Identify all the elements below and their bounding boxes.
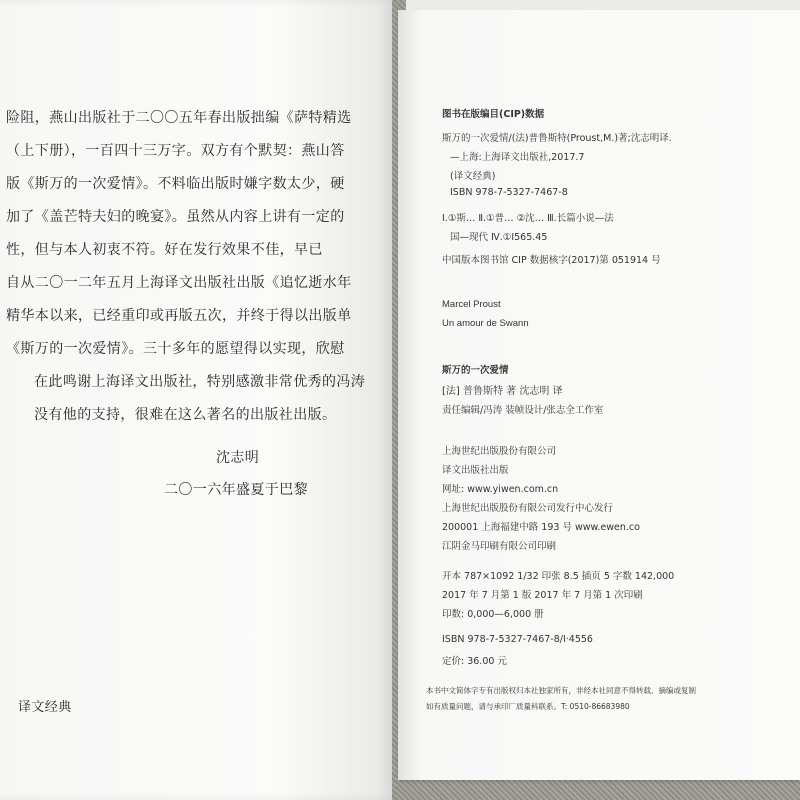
editors-line: 责任编辑/冯涛 装帧设计/张志全工作室 [442, 405, 604, 416]
date-line: 二〇一六年盛夏于巴黎 [164, 482, 308, 498]
left-page-line: 没有他的支持，很难在这么著名的出版社出版。 [34, 407, 337, 423]
cip-line: 斯万的一次爱情/(法)普鲁斯特(Proust,M.)著;沈志明译. [442, 133, 672, 144]
left-page-line: 险阻，燕山出版社于二〇〇五年春出版拙编《萨特精选 [6, 110, 352, 126]
printer-line: 江阴金马印刷有限公司印刷 [442, 541, 557, 552]
edition-line: 2017 年 7 月第 1 版 2017 年 7 月第 1 次印刷 [442, 590, 643, 601]
cip-line: (译文经典) [450, 171, 496, 182]
cip-isbn: ISBN 978-7-5327-7467-8 [450, 187, 568, 198]
left-page-line: 《斯万的一次爱情》。三十多年的愿望得以实现，欣慰 [6, 341, 345, 357]
price-line: 定价: 36.00 元 [442, 656, 507, 667]
quality-notice: 如有质量问题，请与承印厂质量科联系。T: 0510-86683980 [426, 702, 630, 711]
publisher-website: 网址: www.yiwen.com.cn [442, 484, 559, 495]
left-page-line: （上下册），一百四十三万字。双方有个默契：燕山答 [6, 143, 345, 159]
classification-line: 国—现代 Ⅳ.①I565.45 [450, 232, 548, 243]
cip-line: —上海:上海译文出版社,2017.7 [450, 152, 585, 163]
left-page-line: 自从二〇一二年五月上海译文出版社出版《追忆逝水年 [6, 275, 352, 291]
isbn-line: ISBN 978-7-5327-7467-8/I·4556 [442, 634, 593, 645]
left-page-line: 精华本以来，已经重印或再版五次，并终于得以出版单 [6, 308, 352, 324]
original-title: Un amour de Swann [442, 318, 529, 329]
right-page [398, 10, 800, 780]
original-author: Marcel Proust [442, 299, 501, 310]
left-page-line: 版《斯万的一次爱情》。不料临出版时嫌字数太少，硬 [6, 176, 345, 192]
copyright-notice: 本书中文简体字专有出版权归本社独家所有，非经本社同意不得转载、摘编或复制 [426, 686, 696, 695]
left-page [0, 0, 392, 800]
spec-line: 开本 787×1092 1/32 印张 8.5 插页 5 字数 142,000 [442, 571, 675, 582]
left-page-line: 在此鸣谢上海译文出版社，特别感激非常优秀的冯涛 [34, 374, 366, 390]
book-title: 斯万的一次爱情 [442, 365, 509, 376]
print-run-line: 印数: 0,000—6,000 册 [442, 609, 544, 620]
authors-line: [法] 普鲁斯特 著 沈志明 译 [442, 386, 563, 397]
cip-check-number: 中国版本图书馆 CIP 数据核字(2017)第 051914 号 [442, 255, 661, 266]
page-footer-series: 译文经典 [18, 700, 72, 715]
left-page-line: 性，但与本人初衷不符。好在发行效果不佳，早已 [6, 242, 323, 258]
publisher-line: 上海世纪出版股份有限公司发行中心发行 [442, 503, 614, 514]
cip-title: 图书在版编目(CIP)数据 [442, 109, 545, 120]
publisher-line: 上海世纪出版股份有限公司 [442, 446, 557, 457]
publisher-address: 200001 上海福建中路 193 号 www.ewen.co [442, 522, 640, 533]
left-page-line: 加了《盖芒特夫妇的晚宴》。虽然从内容上讲有一定的 [6, 209, 345, 225]
signature: 沈志明 [216, 450, 260, 466]
publisher-line: 译文出版社出版 [442, 465, 509, 476]
classification-line: Ⅰ.①斯… Ⅱ.①普… ②沈… Ⅲ.长篇小说—法 [442, 213, 614, 224]
